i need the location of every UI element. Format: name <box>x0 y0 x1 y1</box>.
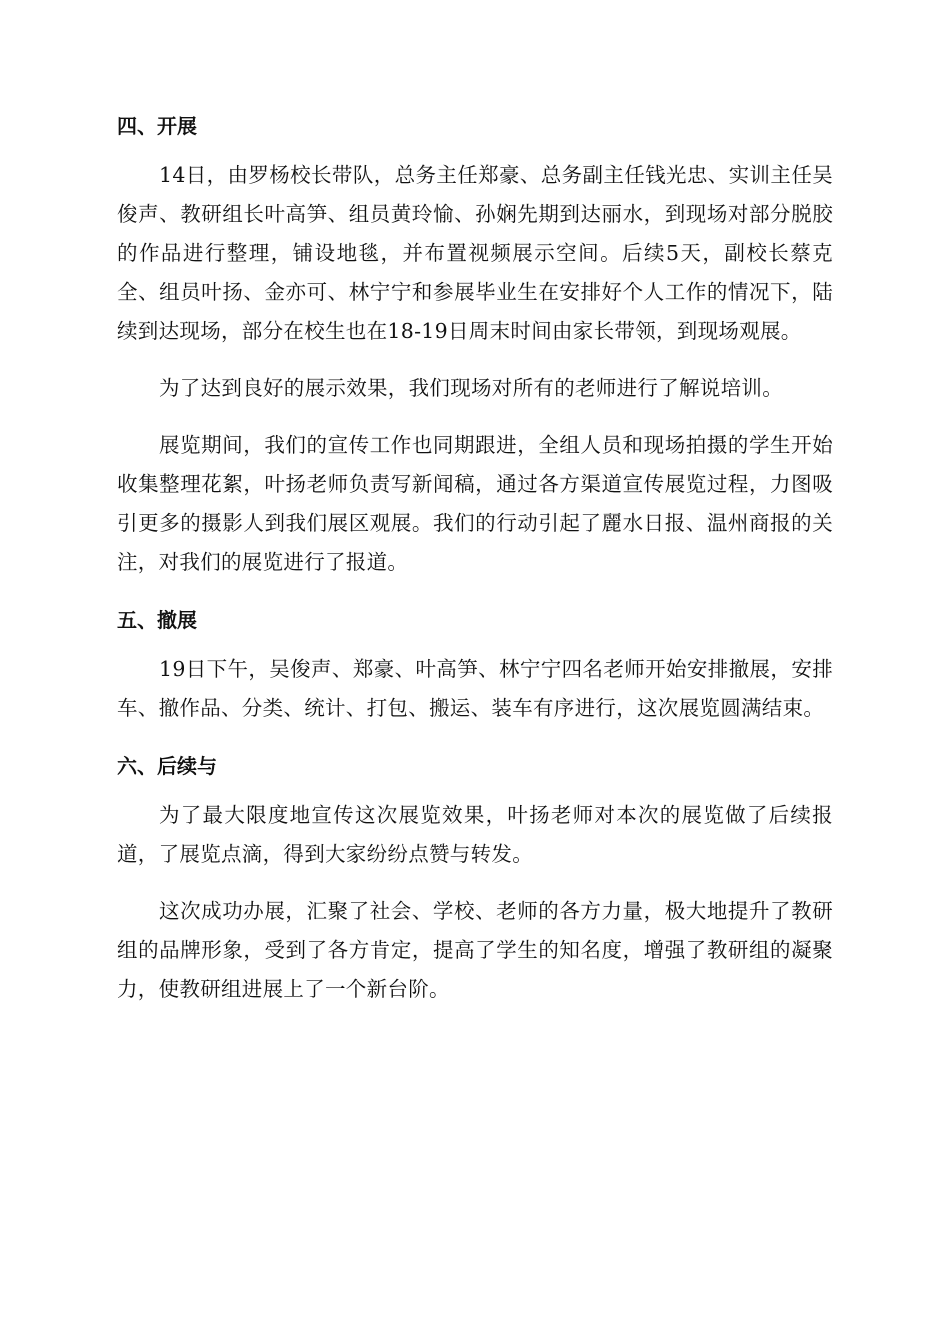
paragraph: 19日下午，吴俊声、郑豪、叶高笋、林宁宁四名老师开始安排撤展，安排车、撤作品、分类、统计、打包、搬运、装车有序进行，这次展览圆满结束。 <box>117 657 833 720</box>
section-heading: 五、撤展 <box>117 608 197 632</box>
paragraph: 为了最大限度地宣传这次展览效果，叶扬老师对本次的展览做了后续报道，了展览点滴，得到大家纷纷点赞与转发。 <box>117 803 833 866</box>
paragraph: 展览期间，我们的宣传工作也同期跟进，全组人员和现场拍摄的学生开始收集整理花絮，叶扬老师负责写新闻稿，通过各方渠道宣传展览过程，力图吸引更多的摄影人到我们展区观展。我们的行动引起了麗水日报、温州商报的关注，对我们的展览进行了报道。 <box>117 433 833 574</box>
paragraph: 为了达到良好的展示效果，我们现场对所有的老师进行了解说培训。 <box>159 376 783 400</box>
section-houxu <box>117 746 833 1009</box>
section-kaizhan <box>117 106 833 582</box>
document-page <box>117 106 833 1027</box>
section-chezhan <box>117 600 833 728</box>
section-heading: 四、开展 <box>117 114 197 138</box>
paragraph: 14日，由罗杨校长带队，总务主任郑豪、总务副主任钱光忠、实训主任吴俊声、教研组长叶高笋、组员黄玲愉、孙娴先期到达丽水，到现场对部分脱胶的作品进行整理，铺设地毯，并布置视频展示空间。后续5天，副校长蔡克全、组员叶扬、金亦可、林宁宁和参展毕业生在安排好个人工作的情况下，陆续到达现场，部分在校生也在18-19日周末时间由家长带领，到现场观展。 <box>117 163 833 343</box>
paragraph: 这次成功办展，汇聚了社会、学校、老师的各方力量，极大地提升了教研组的品牌形象，受到了各方肯定，提高了学生的知名度，增强了教研组的凝聚力，使教研组进展上了一个新台阶。 <box>117 899 833 1001</box>
section-heading: 六、后续与 <box>117 754 217 778</box>
